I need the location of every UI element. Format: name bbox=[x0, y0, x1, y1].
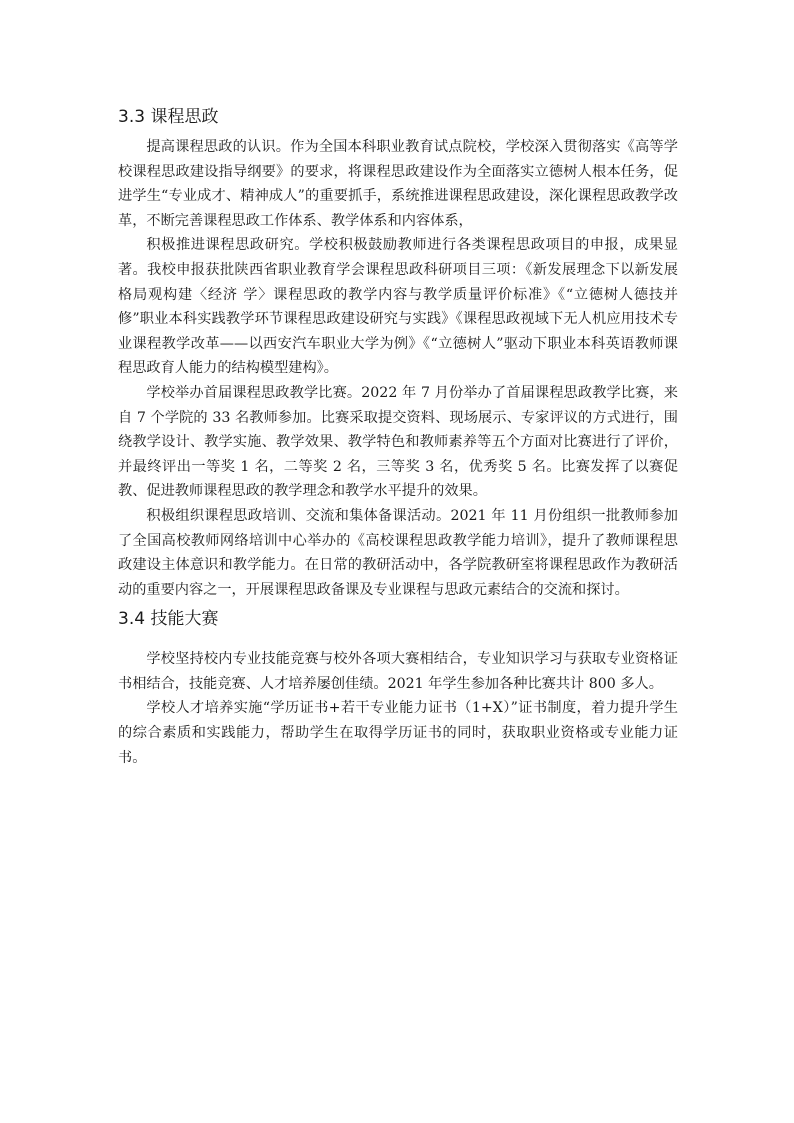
paragraph: 学校举办首届课程思政教学比赛。2022 年 7 月份举办了首届课程思政教学比赛，来自 7 个学院的 33 名教师参加。比赛采取提交资料、现场展示、专家评议的方式进行，围绕教学设计、教学实施、教学效果、教学特色和教师素养等五个方面对比赛进行了评价，并最终评出一等奖 1 名，二等奖 2 名，三等奖 3 名，优秀奖 5 名。比赛发挥了以赛促教、促进教师课程思政的教学理念和教学水平提升的效果。 bbox=[118, 384, 678, 500]
paragraph: 学校坚持校内专业技能竞赛与校外各项大赛相结合，专业知识学习与获取专业资格证书相结合，技能竞赛、人才培养屡创佳绩。2021 年学生参加各种比赛共计 800 多人。 bbox=[118, 651, 678, 692]
paragraph: 学校人才培养实施“学历证书+若干专业能力证书（1+X）”证书制度，着力提升学生的综合素质和实践能力，帮助学生在取得学历证书的同时，获取职业资格或专业能力证书。 bbox=[118, 700, 678, 766]
spacer bbox=[118, 637, 678, 647]
paragraph: 积极推进课程思政研究。学校积极鼓励教师进行各类课程思政项目的申报，成果显著。我校申报获批陕西省职业教育学会课程思政科研项目三项：《新发展理念下以新发展格局观构建〈经济 学〉课程思政的教学内容与教学质量评价标准》《“立德树人德技并修”职业本科实践教学环节课程思政建设研究与实践》《课程思政视域下无人机应用技术专业课程教学改革——以西安汽车职业大学为例》《“立德树人”驱动下职业本科英语教师课程思政育人能力的结构模型建构》。 bbox=[118, 237, 678, 377]
paragraph: 积极组织课程思政培训、交流和集体备课活动。2021 年 11 月份组织一批教师参加了全国高校教师网络培训中心举办的《高校课程思政教学能力培训》，提升了教师课程思政建设主体意识和教学能力。在日常的教研活动中，各学院教研室将课程思政作为教研活动的重要内容之一，开展课程思政备课及专业课程与思政元素结合的交流和探讨。 bbox=[118, 507, 678, 598]
section-heading-3-4: 3.4 技能大赛 bbox=[118, 609, 219, 630]
paragraph: 提高课程思政的认识。作为全国本科职业教育试点院校，学校深入贯彻落实《高等学校课程思政建设指导纲要》的要求，将课程思政建设作为全面落实立德树人根本任务，促进学生“专业成才、精神成人”的重要抓手，系统推进课程思政建设，深化课程思政教学改革，不断完善课程思政工作体系、教学体系和内容体系， bbox=[118, 139, 678, 229]
document-page bbox=[118, 100, 678, 770]
section-heading-3-3: 3.3 课程思政 bbox=[118, 107, 219, 127]
